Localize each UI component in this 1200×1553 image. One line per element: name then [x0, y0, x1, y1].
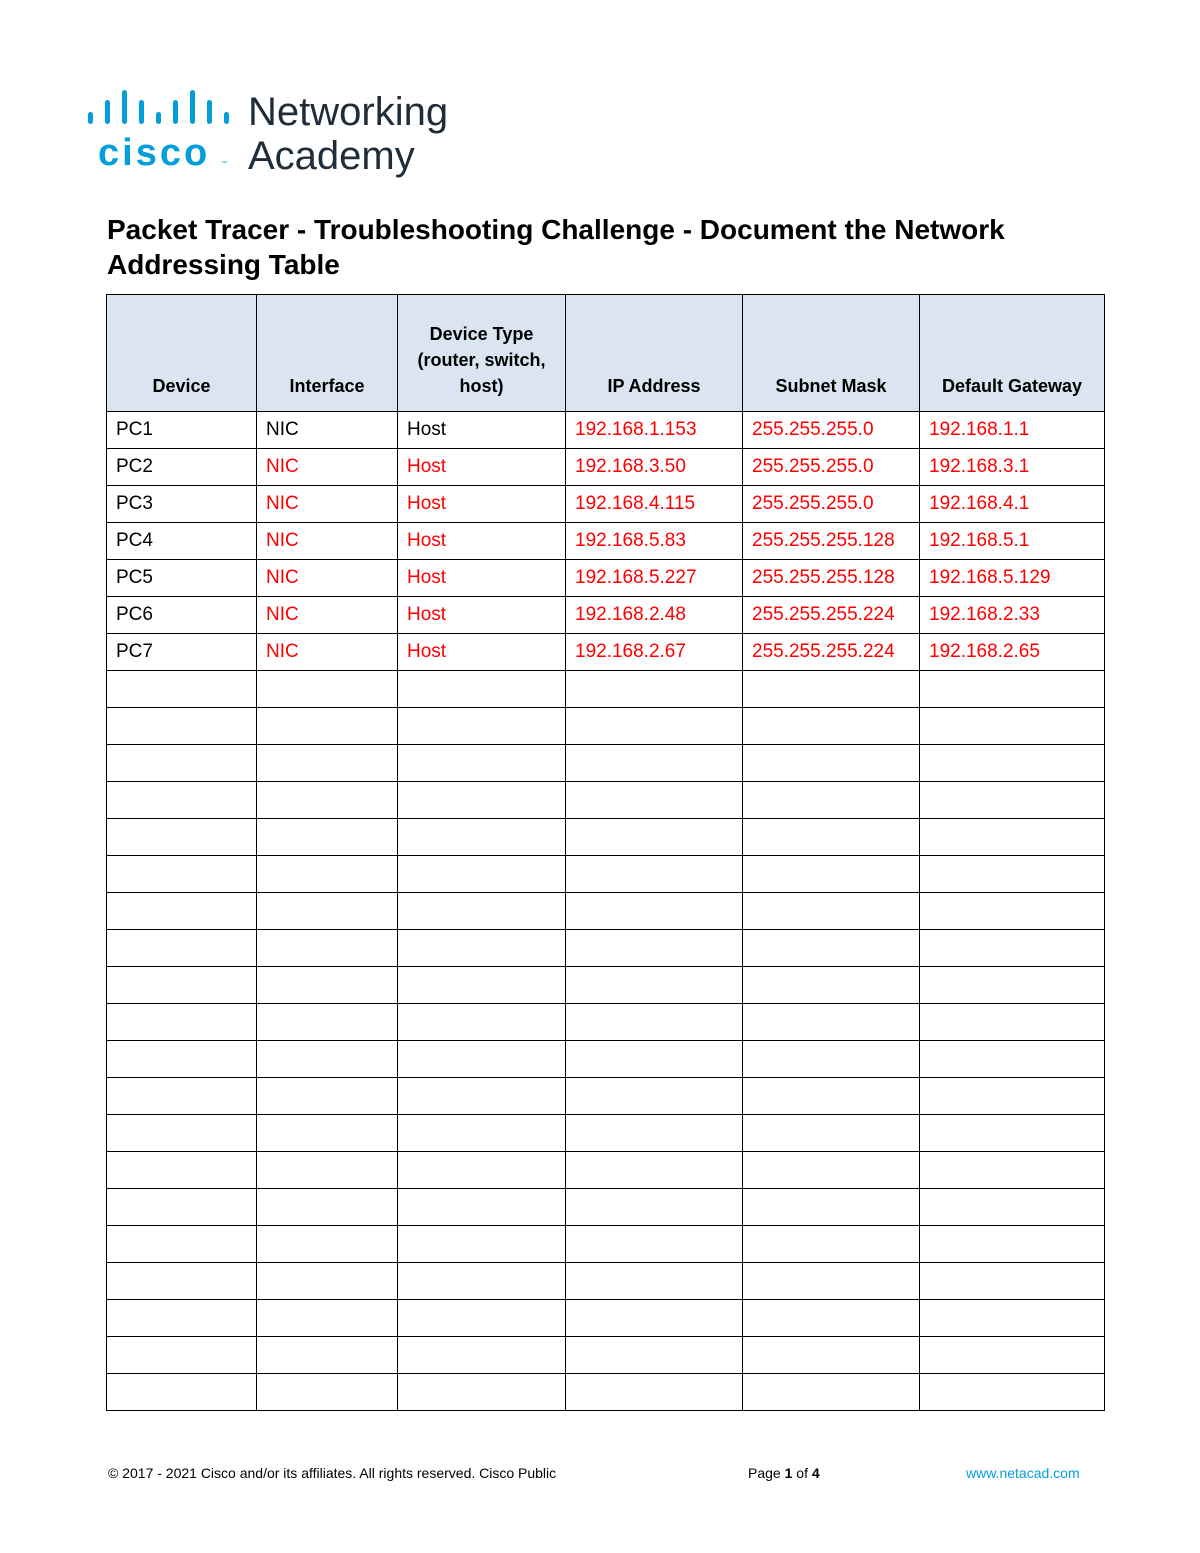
empty-table-row: [107, 745, 1105, 782]
empty-cell[interactable]: [398, 1189, 566, 1226]
empty-cell[interactable]: [107, 745, 257, 782]
cell-device: PC1: [107, 412, 257, 449]
empty-cell[interactable]: [107, 1004, 257, 1041]
footer-copyright: © 2017 - 2021 Cisco and/or its affiliates. All rights reserved. Cisco Public: [108, 1465, 557, 1481]
empty-cell[interactable]: [566, 1189, 743, 1226]
empty-table-row: [107, 1300, 1105, 1337]
logo-networking-text: Networking: [248, 90, 449, 134]
cell-interface: NIC: [257, 412, 398, 449]
empty-cell[interactable]: [743, 708, 920, 745]
empty-cell[interactable]: [107, 1041, 257, 1078]
empty-cell[interactable]: [743, 1263, 920, 1300]
logo-academy-text: Academy: [248, 134, 415, 178]
cell-device-type: Host: [398, 523, 566, 560]
cisco-bridge-bars-icon: [86, 86, 236, 130]
cell-default-gateway: 192.168.2.65: [920, 634, 1105, 671]
empty-cell[interactable]: [107, 893, 257, 930]
cell-device: PC2: [107, 449, 257, 486]
empty-table-row: [107, 1115, 1105, 1152]
empty-cell[interactable]: [257, 1337, 398, 1374]
addressing-table: [106, 294, 1105, 1411]
empty-cell[interactable]: [566, 893, 743, 930]
empty-cell[interactable]: [257, 708, 398, 745]
cell-interface: NIC: [257, 597, 398, 634]
cell-subnet-mask: 255.255.255.0: [743, 486, 920, 523]
empty-cell[interactable]: [398, 708, 566, 745]
empty-cell[interactable]: [257, 893, 398, 930]
empty-table-row: [107, 967, 1105, 1004]
empty-cell[interactable]: [107, 671, 257, 708]
empty-cell[interactable]: [257, 1226, 398, 1263]
empty-cell[interactable]: [107, 782, 257, 819]
empty-cell[interactable]: [257, 856, 398, 893]
empty-cell[interactable]: [257, 671, 398, 708]
cell-device-type: Host: [398, 449, 566, 486]
empty-cell[interactable]: [398, 1152, 566, 1189]
cell-interface: NIC: [257, 560, 398, 597]
empty-cell[interactable]: [398, 967, 566, 1004]
empty-cell[interactable]: [257, 1300, 398, 1337]
empty-cell[interactable]: [566, 1374, 743, 1411]
empty-cell[interactable]: [107, 1115, 257, 1152]
empty-cell[interactable]: [743, 1300, 920, 1337]
cell-device: PC3: [107, 486, 257, 523]
empty-cell[interactable]: [920, 1337, 1105, 1374]
table-row: [107, 597, 1105, 634]
empty-cell[interactable]: [107, 708, 257, 745]
empty-table-row: [107, 893, 1105, 930]
empty-table-row: [107, 1189, 1105, 1226]
empty-cell[interactable]: [743, 930, 920, 967]
empty-cell[interactable]: [920, 671, 1105, 708]
cell-interface: NIC: [257, 486, 398, 523]
empty-cell[interactable]: [398, 930, 566, 967]
empty-cell[interactable]: [566, 1263, 743, 1300]
page-current: 1: [784, 1465, 793, 1481]
empty-cell[interactable]: [257, 1004, 398, 1041]
cell-interface: NIC: [257, 634, 398, 671]
empty-cell[interactable]: [566, 1300, 743, 1337]
empty-cell[interactable]: [743, 1226, 920, 1263]
empty-cell[interactable]: [398, 1115, 566, 1152]
empty-cell[interactable]: [920, 1152, 1105, 1189]
empty-cell[interactable]: [920, 1004, 1105, 1041]
empty-cell[interactable]: [920, 782, 1105, 819]
header-ip-address: IP Address: [566, 295, 743, 412]
empty-cell[interactable]: [257, 745, 398, 782]
empty-cell[interactable]: [566, 782, 743, 819]
empty-cell[interactable]: [566, 1226, 743, 1263]
cell-subnet-mask: 255.255.255.224: [743, 634, 920, 671]
cell-subnet-mask: 255.255.255.128: [743, 523, 920, 560]
empty-cell[interactable]: [398, 671, 566, 708]
cell-subnet-mask: 255.255.255.0: [743, 449, 920, 486]
empty-cell[interactable]: [257, 1189, 398, 1226]
empty-cell[interactable]: [566, 1041, 743, 1078]
empty-table-row: [107, 782, 1105, 819]
empty-table-row: [107, 1004, 1105, 1041]
cell-ip-address: 192.168.4.115: [566, 486, 743, 523]
empty-cell[interactable]: [398, 1263, 566, 1300]
empty-cell[interactable]: [920, 1189, 1105, 1226]
table-row: [107, 486, 1105, 523]
cell-device-type: Host: [398, 412, 566, 449]
empty-cell[interactable]: [920, 1078, 1105, 1115]
empty-cell[interactable]: [920, 893, 1105, 930]
empty-cell[interactable]: [566, 1004, 743, 1041]
empty-cell[interactable]: [743, 1374, 920, 1411]
empty-cell[interactable]: [743, 967, 920, 1004]
empty-cell[interactable]: [743, 1078, 920, 1115]
cell-ip-address: 192.168.5.83: [566, 523, 743, 560]
empty-cell[interactable]: [257, 1152, 398, 1189]
empty-cell[interactable]: [920, 1300, 1105, 1337]
cell-ip-address: 192.168.1.153: [566, 412, 743, 449]
empty-cell[interactable]: [566, 1078, 743, 1115]
empty-cell[interactable]: [107, 1226, 257, 1263]
empty-cell[interactable]: [107, 930, 257, 967]
empty-cell[interactable]: [257, 1263, 398, 1300]
empty-table-row: [107, 1337, 1105, 1374]
cell-device-type: Host: [398, 486, 566, 523]
empty-cell[interactable]: [257, 1078, 398, 1115]
empty-table-row: [107, 708, 1105, 745]
cell-device-type: Host: [398, 597, 566, 634]
empty-cell[interactable]: [107, 1300, 257, 1337]
empty-table-row: [107, 1041, 1105, 1078]
empty-cell[interactable]: [398, 1226, 566, 1263]
empty-cell[interactable]: [743, 819, 920, 856]
empty-cell[interactable]: [107, 1374, 257, 1411]
empty-cell[interactable]: [743, 1152, 920, 1189]
empty-cell[interactable]: [257, 930, 398, 967]
empty-cell[interactable]: [398, 856, 566, 893]
cell-default-gateway: 192.168.5.129: [920, 560, 1105, 597]
cell-device-type: Host: [398, 634, 566, 671]
empty-cell[interactable]: [743, 893, 920, 930]
empty-cell[interactable]: [743, 1337, 920, 1374]
empty-cell[interactable]: [920, 856, 1105, 893]
empty-cell[interactable]: [743, 671, 920, 708]
empty-cell[interactable]: [107, 1337, 257, 1374]
document-title: Packet Tracer - Troubleshooting Challenge - Document the Network Addressing Table: [107, 214, 1005, 280]
cell-ip-address: 192.168.2.48: [566, 597, 743, 634]
empty-cell[interactable]: [920, 1374, 1105, 1411]
header-subnet-mask: Subnet Mask: [743, 295, 920, 412]
empty-cell[interactable]: [107, 1189, 257, 1226]
empty-cell[interactable]: [566, 745, 743, 782]
empty-cell[interactable]: [398, 1300, 566, 1337]
empty-cell[interactable]: [920, 1115, 1105, 1152]
empty-table-row: [107, 671, 1105, 708]
empty-cell[interactable]: [566, 819, 743, 856]
cell-default-gateway: 192.168.3.1: [920, 449, 1105, 486]
empty-cell[interactable]: [257, 782, 398, 819]
table-row: [107, 412, 1105, 449]
empty-cell[interactable]: [398, 1374, 566, 1411]
logo-trademark: ™: [221, 161, 227, 167]
empty-cell[interactable]: [257, 1041, 398, 1078]
cell-device: PC7: [107, 634, 257, 671]
empty-cell[interactable]: [566, 671, 743, 708]
footer-netacad-link[interactable]: www.netacad.com: [966, 1465, 1080, 1481]
table-row: [107, 560, 1105, 597]
empty-cell[interactable]: [398, 819, 566, 856]
empty-cell[interactable]: [257, 967, 398, 1004]
empty-cell[interactable]: [566, 967, 743, 1004]
header-interface: Interface: [257, 295, 398, 412]
header-default-gateway: Default Gateway: [920, 295, 1105, 412]
page-label: Page: [748, 1465, 781, 1481]
cell-subnet-mask: 255.255.255.128: [743, 560, 920, 597]
empty-cell[interactable]: [743, 856, 920, 893]
empty-cell[interactable]: [566, 1152, 743, 1189]
empty-cell[interactable]: [257, 1115, 398, 1152]
empty-table-row: [107, 1152, 1105, 1189]
empty-cell[interactable]: [743, 1189, 920, 1226]
table-row: [107, 523, 1105, 560]
cell-interface: NIC: [257, 449, 398, 486]
empty-table-row: [107, 856, 1105, 893]
empty-cell[interactable]: [398, 893, 566, 930]
empty-cell[interactable]: [398, 1337, 566, 1374]
cell-device: PC5: [107, 560, 257, 597]
empty-cell[interactable]: [257, 1374, 398, 1411]
cell-device: PC6: [107, 597, 257, 634]
empty-cell[interactable]: [566, 930, 743, 967]
cell-ip-address: 192.168.3.50: [566, 449, 743, 486]
cisco-networking-academy-logo: [86, 86, 476, 178]
header-device: Device: [107, 295, 257, 412]
empty-table-row: [107, 1374, 1105, 1411]
empty-cell[interactable]: [743, 782, 920, 819]
table-header-row: [107, 295, 1105, 412]
empty-cell[interactable]: [398, 1078, 566, 1115]
cell-device-type: Host: [398, 560, 566, 597]
empty-cell[interactable]: [257, 819, 398, 856]
page-total: 4: [811, 1465, 820, 1481]
empty-cell[interactable]: [107, 1078, 257, 1115]
empty-cell[interactable]: [107, 967, 257, 1004]
empty-table-row: [107, 1263, 1105, 1300]
footer-page-number: [748, 1465, 820, 1481]
cell-subnet-mask: 255.255.255.224: [743, 597, 920, 634]
empty-cell[interactable]: [398, 745, 566, 782]
empty-cell[interactable]: [107, 856, 257, 893]
empty-cell[interactable]: [920, 930, 1105, 967]
empty-table-row: [107, 1078, 1105, 1115]
table-row: [107, 449, 1105, 486]
empty-cell[interactable]: [743, 1115, 920, 1152]
empty-cell[interactable]: [920, 1041, 1105, 1078]
cell-device: PC4: [107, 523, 257, 560]
empty-cell[interactable]: [398, 1004, 566, 1041]
empty-cell[interactable]: [920, 819, 1105, 856]
empty-cell[interactable]: [743, 745, 920, 782]
empty-cell[interactable]: [920, 745, 1105, 782]
empty-table-row: [107, 1226, 1105, 1263]
empty-cell[interactable]: [920, 1226, 1105, 1263]
empty-cell[interactable]: [398, 782, 566, 819]
cell-interface: NIC: [257, 523, 398, 560]
logo-cisco-wordmark: cisco: [98, 132, 211, 174]
empty-cell[interactable]: [920, 1263, 1105, 1300]
empty-table-row: [107, 819, 1105, 856]
empty-cell[interactable]: [920, 967, 1105, 1004]
cell-default-gateway: 192.168.2.33: [920, 597, 1105, 634]
empty-cell[interactable]: [566, 1115, 743, 1152]
cell-default-gateway: 192.168.4.1: [920, 486, 1105, 523]
empty-cell[interactable]: [920, 708, 1105, 745]
cell-default-gateway: 192.168.1.1: [920, 412, 1105, 449]
empty-cell[interactable]: [107, 1152, 257, 1189]
empty-cell[interactable]: [566, 708, 743, 745]
page-of: of: [796, 1465, 808, 1481]
cell-ip-address: 192.168.5.227: [566, 560, 743, 597]
empty-cell[interactable]: [566, 1337, 743, 1374]
cell-subnet-mask: 255.255.255.0: [743, 412, 920, 449]
empty-cell[interactable]: [107, 1263, 257, 1300]
cell-default-gateway: 192.168.5.1: [920, 523, 1105, 560]
empty-cell[interactable]: [398, 1041, 566, 1078]
cell-ip-address: 192.168.2.67: [566, 634, 743, 671]
empty-cell[interactable]: [743, 1041, 920, 1078]
empty-table-row: [107, 930, 1105, 967]
empty-cell[interactable]: [107, 819, 257, 856]
table-row: [107, 634, 1105, 671]
empty-cell[interactable]: [566, 856, 743, 893]
empty-cell[interactable]: [743, 1004, 920, 1041]
header-device-type: Device Type (router, switch, host): [398, 295, 566, 412]
